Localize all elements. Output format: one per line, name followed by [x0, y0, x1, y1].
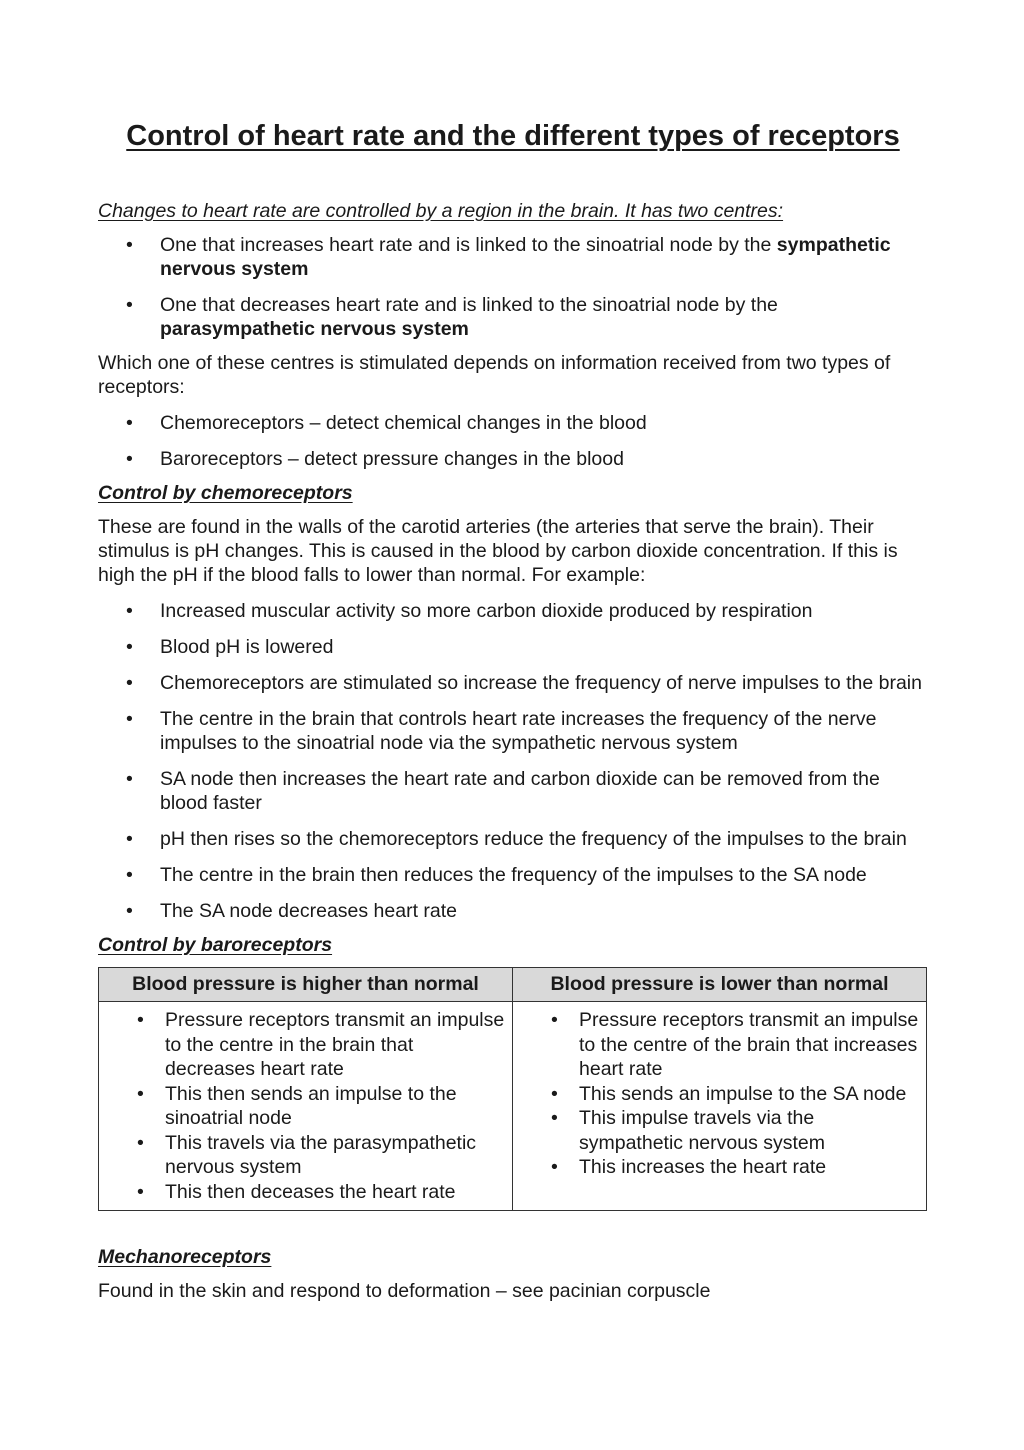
list-item-text: SA node then increases the heart rate and carbon dioxide can be removed from the blood faster — [160, 768, 880, 814]
table-cell-lower — [513, 1002, 927, 1211]
list-item — [98, 447, 928, 471]
list-item-text: One that increases heart rate and is linked to the sinoatrial node by the — [160, 234, 777, 256]
bullet-icon: • — [551, 1107, 558, 1129]
bullet-icon: • — [126, 900, 133, 922]
bullet-icon: • — [126, 448, 133, 470]
bullet-icon: • — [126, 768, 133, 790]
list-item — [98, 899, 928, 923]
list-item-text: This impulse travels via the sympathetic nervous system — [579, 1107, 826, 1154]
baroreceptor-table — [98, 967, 927, 1211]
bullet-icon: • — [126, 294, 133, 316]
list-item-text: The centre in the brain then reduces the frequency of the impulses to the SA node — [160, 864, 867, 886]
list-item-text: Increased muscular activity so more carbon dioxide produced by respiration — [160, 600, 813, 622]
list-item — [98, 671, 928, 695]
list-item-text: Chemoreceptors are stimulated so increase the frequency of nerve impulses to the brain — [160, 672, 922, 694]
list-item — [98, 635, 928, 659]
mechanoreceptors-heading: Mechanoreceptors — [98, 1246, 272, 1268]
bullet-icon: • — [126, 412, 133, 434]
list-item-text: Pressure receptors transmit an impulse to the centre of the brain that increases heart rate — [579, 1009, 919, 1080]
higher-pressure-list — [99, 1008, 508, 1204]
list-item-bold: sympathetic nervous system — [160, 234, 891, 280]
list-item — [98, 411, 928, 435]
list-item — [513, 1106, 922, 1155]
list-item-text: Pressure receptors transmit an impulse to the centre in the brain that decreases heart rate — [165, 1009, 505, 1080]
list-item-bold: parasympathetic nervous system — [160, 318, 469, 340]
list-item — [99, 1180, 508, 1205]
list-item — [98, 293, 928, 341]
chemoreceptor-steps-list — [98, 599, 928, 923]
mechanoreceptors-text: Found in the skin and respond to deformation – see pacinian corpuscle — [98, 1280, 711, 1302]
list-item-text: pH then rises so the chemoreceptors reduce the frequency of the impulses to the brain — [160, 828, 907, 850]
centres-list — [98, 233, 928, 341]
receptors-intro: Which one of these centres is stimulated depends on information received from two types of receptors: — [98, 352, 891, 398]
list-item — [99, 1008, 508, 1082]
table-header-lower: Blood pressure is lower than normal — [513, 968, 927, 1002]
list-item-text: Chemoreceptors – detect chemical changes in the blood — [160, 412, 647, 434]
list-item — [513, 1155, 922, 1180]
document-page — [98, 118, 928, 1303]
list-item-text: This travels via the parasympathetic nervous system — [165, 1131, 477, 1178]
baroreceptors-heading: Control by baroreceptors — [98, 934, 333, 956]
bullet-icon: • — [126, 708, 133, 730]
list-item — [99, 1131, 508, 1180]
table-cell-higher — [99, 1002, 513, 1211]
bullet-icon: • — [137, 1082, 144, 1105]
bullet-icon: • — [126, 636, 133, 658]
bullet-icon: • — [126, 672, 133, 694]
bullet-icon: • — [126, 600, 133, 622]
list-item-text: The SA node decreases heart rate — [160, 900, 458, 922]
bullet-icon: • — [551, 1009, 558, 1031]
list-item-text: The centre in the brain that controls heart rate increases the frequency of the nerve impulses to the sinoatrial node via the sympathetic nervous system — [160, 708, 877, 754]
list-item — [513, 1082, 922, 1107]
table-header-higher: Blood pressure is higher than normal — [99, 968, 513, 1002]
bullet-icon: • — [126, 828, 133, 850]
table-row — [99, 1002, 927, 1211]
bullet-icon: • — [137, 1131, 144, 1154]
page-title: Control of heart rate and the different types of receptors — [126, 120, 900, 152]
list-item-text: One that decreases heart rate and is linked to the sinoatrial node by the — [160, 294, 778, 316]
chemoreceptors-text: These are found in the walls of the carotid arteries (the arteries that serve the brain). Their stimulus is pH changes. This is caused in the blood by carbon dioxide concentration. If this is high the pH if the blood falls to lower than normal. For example: — [98, 516, 898, 586]
list-item — [98, 707, 928, 755]
list-item — [98, 827, 928, 851]
bullet-icon: • — [137, 1180, 144, 1203]
list-item — [513, 1008, 922, 1082]
lower-pressure-list — [513, 1008, 922, 1180]
list-item-text: This then deceases the heart rate — [165, 1180, 456, 1203]
bullet-icon: • — [137, 1009, 144, 1031]
chemoreceptors-heading: Control by chemoreceptors — [98, 482, 353, 504]
bullet-icon: • — [551, 1156, 558, 1178]
list-item — [98, 863, 928, 887]
list-item — [98, 599, 928, 623]
table-header-row — [99, 968, 927, 1002]
list-item — [98, 767, 928, 815]
list-item — [99, 1082, 508, 1131]
list-item-text: This increases the heart rate — [579, 1156, 827, 1178]
bullet-icon: • — [126, 234, 133, 256]
intro-text: Changes to heart rate are controlled by a region in the brain. It has two centres: — [98, 200, 784, 222]
list-item — [98, 233, 928, 281]
list-item-text: Blood pH is lowered — [160, 636, 334, 658]
list-item-text: This sends an impulse to the SA node — [579, 1082, 907, 1105]
list-item-text: This then sends an impulse to the sinoatrial node — [165, 1082, 457, 1129]
bullet-icon: • — [551, 1082, 558, 1105]
list-item-text: Baroreceptors – detect pressure changes in the blood — [160, 448, 624, 470]
bullet-icon: • — [126, 864, 133, 886]
receptors-list — [98, 411, 928, 471]
